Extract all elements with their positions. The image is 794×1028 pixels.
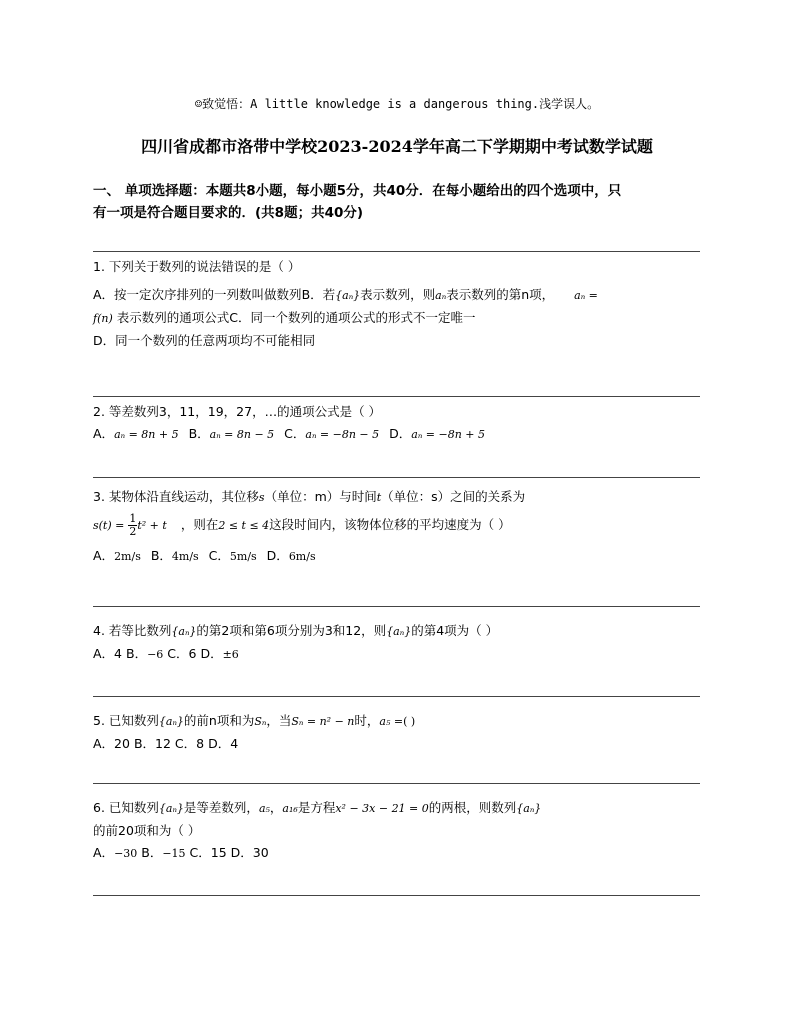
option-a: A．20 xyxy=(93,736,130,751)
page-title: 四川省成都市洛带中学校2023-2024学年高二下学期期中考试数学试题 xyxy=(141,137,653,156)
time-var: t xyxy=(376,491,382,504)
divider xyxy=(93,396,700,397)
term-math: aₙ xyxy=(435,289,447,302)
option-b-prefix: B．若 xyxy=(301,287,336,302)
option-c-value: 5m/s xyxy=(229,550,257,563)
stem-text: 时， xyxy=(354,713,380,728)
term-math: a₅ xyxy=(258,802,270,815)
option-b-math: aₙ = 8n − 5 xyxy=(209,428,275,441)
option-a-label: A． xyxy=(93,845,115,860)
function-math: f(n) xyxy=(93,312,113,325)
option-d-math: aₙ = −8n + 5 xyxy=(411,428,485,441)
option-a-label: A． xyxy=(93,426,115,441)
option-a-math: aₙ = 8n + 5 xyxy=(114,428,179,441)
question-options-line1 xyxy=(93,284,703,307)
divider xyxy=(93,251,700,252)
fraction xyxy=(128,513,137,538)
option-a: A．按一定次序排列的一列数叫做数列 xyxy=(93,287,302,302)
stem-text: 3. 某物体沿直线运动，其位移 xyxy=(93,489,259,504)
option-d-label: D． xyxy=(200,646,223,661)
option-a: A．4 xyxy=(93,646,123,661)
option-b-value: 4m/s xyxy=(171,550,199,563)
option-a-value: −30 xyxy=(114,847,138,860)
option-b-label: B． xyxy=(141,845,163,860)
formula-line xyxy=(93,513,703,545)
stem-text: 是等差数列， xyxy=(183,800,259,815)
option-d-value: ±6 xyxy=(222,648,239,661)
stem-text: 这段时间内，该物体位移的平均速度为（ ） xyxy=(269,517,511,532)
divider xyxy=(93,477,700,478)
question-2 xyxy=(93,401,703,446)
option-b-value: −6 xyxy=(147,648,164,661)
option-a-label: A． xyxy=(93,548,115,563)
option-d-value: 6m/s xyxy=(288,550,316,563)
option-c: C．15 xyxy=(189,845,227,860)
divider xyxy=(93,783,700,784)
stem-text: （单位：m）与时间 xyxy=(264,489,377,504)
fraction-denominator: 2 xyxy=(129,525,137,538)
option-c: C．6 xyxy=(167,646,197,661)
sum-math: Sₙ xyxy=(254,715,267,728)
question-stem xyxy=(93,797,703,820)
question-stem xyxy=(93,710,703,733)
stem-text: 4. 若等比数列 xyxy=(93,623,172,638)
divider xyxy=(93,606,700,607)
option-d-label: D． xyxy=(389,426,412,441)
sequence-math: {aₙ} xyxy=(158,715,184,728)
section-line-1: 一、 单项选择题：本题共8小题，每小题5分，共40分．在每小题给出的四个选项中，只 xyxy=(93,183,622,199)
option-b-end: 表示数列的通项公式 xyxy=(116,310,230,325)
option-d: D．4 xyxy=(208,736,239,751)
question-options-line2 xyxy=(93,307,703,330)
stem-text: ，当 xyxy=(266,713,292,728)
option-a-value: 2m/s xyxy=(114,550,141,563)
option-c-label: C． xyxy=(208,548,230,563)
condition-math: Sₙ = n² − n xyxy=(291,715,355,728)
divider xyxy=(93,895,700,896)
option-b-value: −15 xyxy=(162,847,186,860)
motto: ☺致觉悟：A little knowledge is a dangerous thing.浅学误人。 xyxy=(194,97,600,111)
interval-math: 2 ≤ t ≤ 4 xyxy=(218,519,270,532)
option-d: D．30 xyxy=(230,845,269,860)
question-options xyxy=(93,423,703,446)
section-header xyxy=(93,180,703,224)
question-1 xyxy=(93,256,703,352)
question-3 xyxy=(93,486,703,568)
sequence-math: {aₙ} xyxy=(335,289,361,302)
question-stem: 2. 等差数列3，11，19，27，…的通项公式是（ ） xyxy=(93,404,382,419)
question-stem xyxy=(93,486,703,509)
question-stem xyxy=(93,620,703,643)
question-stem-line2: 的前20项和为（ ） xyxy=(93,823,201,838)
displacement-var: s xyxy=(258,491,265,504)
option-b-text: 表示数列的第n项， xyxy=(446,287,555,302)
option-c-math: aₙ = −8n − 5 xyxy=(305,428,380,441)
stem-text: ，则在 xyxy=(180,517,219,532)
option-c: C．同一个数列的通项公式的形式不一定唯一 xyxy=(229,310,476,325)
fraction-numerator: 1 xyxy=(129,512,137,525)
stem-text: 是方程 xyxy=(297,800,336,815)
equation-math: x² − 3x − 21 = 0 xyxy=(335,802,429,815)
option-b-text: 表示数列，则 xyxy=(360,287,436,302)
option-d: D．同一个数列的任意两项均不可能相同 xyxy=(93,333,316,348)
sequence-math: {aₙ} xyxy=(158,802,184,815)
question-5 xyxy=(93,710,703,755)
stem-text: 6. 已知数列 xyxy=(93,800,159,815)
term-math: a₁₆ xyxy=(282,802,298,815)
option-b-label: B． xyxy=(126,646,148,661)
question-options xyxy=(93,545,703,568)
question-options xyxy=(93,733,703,755)
divider xyxy=(93,696,700,697)
question-6 xyxy=(93,797,703,865)
stem-text: ， xyxy=(269,800,283,815)
stem-text: 的前n项和为 xyxy=(183,713,255,728)
formula-lhs: s(t) = xyxy=(93,519,125,532)
stem-text: 的第4项为（ ） xyxy=(411,623,499,638)
stem-text: 的两根，则数列 xyxy=(428,800,517,815)
option-b: B．12 xyxy=(133,736,171,751)
formula-rhs: t² + t xyxy=(137,519,167,532)
answer-paren: ( ) xyxy=(403,715,416,728)
option-c: C．8 xyxy=(174,736,205,751)
question-options xyxy=(93,842,703,865)
option-b-label: B． xyxy=(188,426,210,441)
question-options xyxy=(93,643,703,666)
option-b-label: B． xyxy=(150,548,172,563)
section-line-2: 有一项是符合题目要求的．(共8题；共40分) xyxy=(93,205,364,221)
term-math: a₅ = xyxy=(379,715,404,728)
sequence-math: {aₙ} xyxy=(386,625,412,638)
sequence-math: {aₙ} xyxy=(516,802,542,815)
option-c-label: C． xyxy=(284,426,306,441)
stem-text: （单位：s）之间的关系为 xyxy=(381,489,526,504)
sequence-math: {aₙ} xyxy=(171,625,197,638)
question-stem: 1. 下列关于数列的说法错误的是（ ） xyxy=(93,259,301,274)
term-eq-math: aₙ = xyxy=(574,289,598,302)
stem-text: 5. 已知数列 xyxy=(93,713,159,728)
option-d-label: D． xyxy=(266,548,289,563)
question-4 xyxy=(93,620,703,666)
stem-text: 的第2项和第6项分别为3和12，则 xyxy=(196,623,387,638)
